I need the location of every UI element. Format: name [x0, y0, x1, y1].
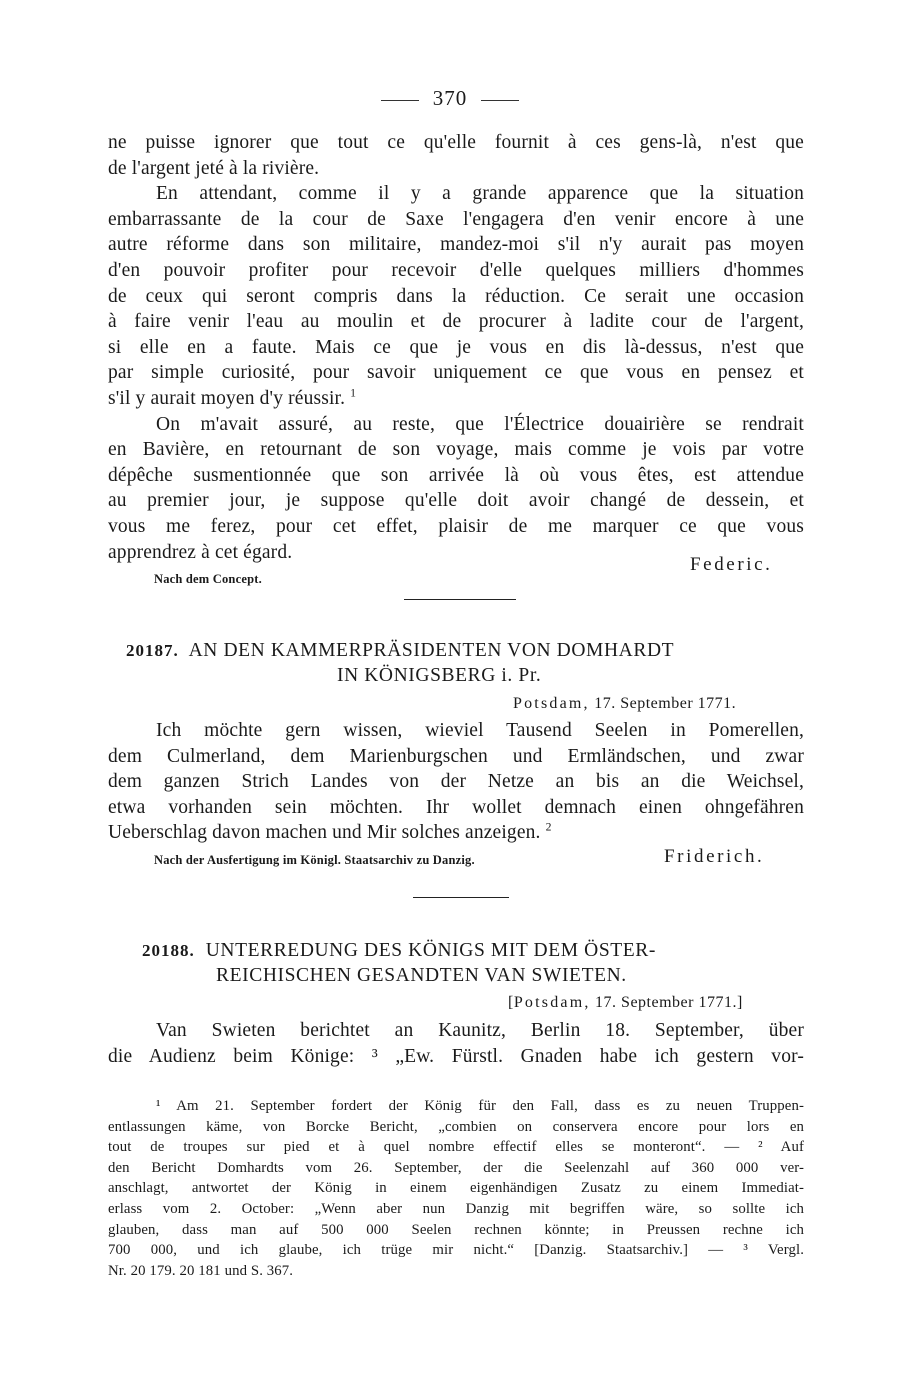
text-line: apprendrez à cet égard. [108, 541, 293, 563]
letter-number: 20188. [142, 941, 195, 960]
text-segment: Ueberschlag davon machen und Mir solches anzeigen. [108, 822, 541, 844]
footnote-line: anschlagt, antwortet der König in einem eigenhändigen Zusatz zu einem Immediat- [108, 1180, 804, 1197]
text-line [108, 386, 804, 412]
footnote-mark: 1 [350, 386, 357, 400]
footnote-mark: 2 [545, 820, 552, 834]
text-line: si elle en a faute. Mais ce que je vous en dis là-dessus, n'est que [108, 336, 804, 358]
text-line: au premier jour, je suppose qu'elle doit avoir changé de dessein, et [108, 490, 804, 512]
text-line: ne puisse ignorer que tout ce qu'elle fournit à ces gens-là, n'est que [108, 132, 804, 153]
heading-line: REICHISCHEN GESANDTEN VAN SWIETEN. [216, 965, 627, 986]
letter-3-body [108, 1018, 804, 1069]
page-number-text: 370 [432, 86, 468, 110]
footnote-line: Nr. 20 179. 20 181 und S. 367. [108, 1262, 294, 1279]
heading-line [108, 638, 804, 663]
date-place: Potsdam, [513, 695, 590, 712]
letter-2-body [108, 718, 804, 846]
dateline [508, 994, 743, 1012]
text-line: à faire venir l'eau au moulin et de procurer à ladite cour de l'argent, [108, 311, 804, 333]
footnote-line: tout de troupes sur pied et à quel nombre effectif elles se monteront“. — ² Auf [108, 1139, 804, 1156]
signature: Friderich. [664, 846, 765, 867]
text-line: Van Swieten berichtet an Kaunitz, Berlin 18. September, über [156, 1020, 804, 1041]
footnote-line: den Bericht Domhardts vom 26. September, der die Seelenzahl auf 360 000 ver- [108, 1159, 804, 1176]
date-text: 17. September 1771.] [595, 994, 743, 1011]
date-place: Potsdam, [513, 994, 591, 1011]
letter-title: AN DEN KAMMERPRÄSIDENTEN VON DOMHARDT [188, 640, 675, 661]
text-line: de l'argent jeté à la rivière. [108, 157, 320, 179]
section-divider [404, 599, 516, 600]
text-line: dem Culmerland, dem Marienburgschen und Ermländschen, und zwar [108, 745, 804, 767]
text-line: vous me ferez, pour cet effet, plaisir de me marquer ce que vous [108, 515, 804, 537]
footnote-line: entlassungen käme, von Borcke Bericht, „combien on conservera encore pour lors en [108, 1118, 804, 1135]
footnotes [108, 1096, 804, 1281]
text-line: On m'avait assuré, au reste, que l'Électrice douairière se rendrait [156, 413, 804, 435]
text-line [108, 820, 804, 846]
text-line: dem ganzen Strich Landes von der Netze an bis an die Weichsel, [108, 771, 804, 793]
letter-2-heading [108, 638, 804, 688]
text-line: En attendant, comme il y a grande apparence que la situation [156, 183, 804, 205]
letter-number: 20187. [126, 641, 179, 660]
date-text: 17. September 1771. [594, 695, 737, 712]
text-line: dépêche susmentionnée que son arrivée là où vous êtes, est attendue [108, 464, 804, 486]
page-number-dash-right [481, 100, 519, 101]
text-line: de ceux qui seront compris dans la réduction. Ce serait une occasion [108, 285, 804, 307]
source-note: Nach der Ausfertigung im Königl. Staatsarchiv zu Danzig. [154, 853, 475, 867]
text-line: d'en pouvoir profiter pour recevoir d'elle quelques milliers d'hommes [108, 259, 804, 281]
page-number-dash-left [381, 100, 419, 101]
text-line: embarrassante de la cour de Saxe l'engagera d'en venir encore à une [108, 208, 804, 230]
text-segment: s'il y aurait moyen d'y réussir. [108, 387, 346, 409]
section-divider [413, 897, 509, 898]
text-line: etwa vorhanden sein möchten. Ihr wollet demnach einen ohngefähren [108, 796, 804, 818]
text-line: par simple curiosité, pour savoir uniquement ce que vous en pensez et [108, 362, 804, 384]
heading-line [108, 938, 804, 963]
page-number [0, 86, 900, 111]
text-line: Ich möchte gern wissen, wieviel Tausend Seelen in Pomerellen, [156, 720, 804, 741]
letter-title: UNTERREDUNG DES KÖNIGS MIT DEM ÖSTER- [205, 940, 656, 961]
text-line: en Bavière, en retournant de son voyage, mais comme je vois par votre [108, 439, 804, 461]
footnote-line: 700 000, und ich glaube, ich trüge mir nicht.“ [Danzig. Staatsarchiv.] — ³ Vergl. [108, 1242, 804, 1259]
signature: Federic. [690, 554, 773, 575]
letter-3-heading [108, 938, 804, 988]
source-note: Nach dem Concept. [154, 572, 262, 586]
dateline [513, 695, 736, 713]
text-line: die Audienz beim Könige: ³ „Ew. Fürstl. Gnaden habe ich gestern vor- [108, 1045, 804, 1067]
text-line: autre réforme dans son militaire, mandez-moi s'il n'y aurait pas moyen [108, 234, 804, 256]
letter-1-body [108, 130, 804, 565]
heading-line: IN KÖNIGSBERG i. Pr. [337, 665, 542, 686]
footnote-line: glauben, dass man auf 500 000 Seelen rechnen könnte; in Preussen rechne ich [108, 1221, 804, 1238]
footnote-line: erlass vom 2. October: „Wenn aber nun Danzig mit begriffen wäre, so sollte ich [108, 1200, 804, 1217]
footnote-line: ¹ Am 21. September fordert der König für den Fall, dass es zu neuen Truppen- [156, 1098, 804, 1114]
date-bracket: [ [508, 994, 514, 1011]
